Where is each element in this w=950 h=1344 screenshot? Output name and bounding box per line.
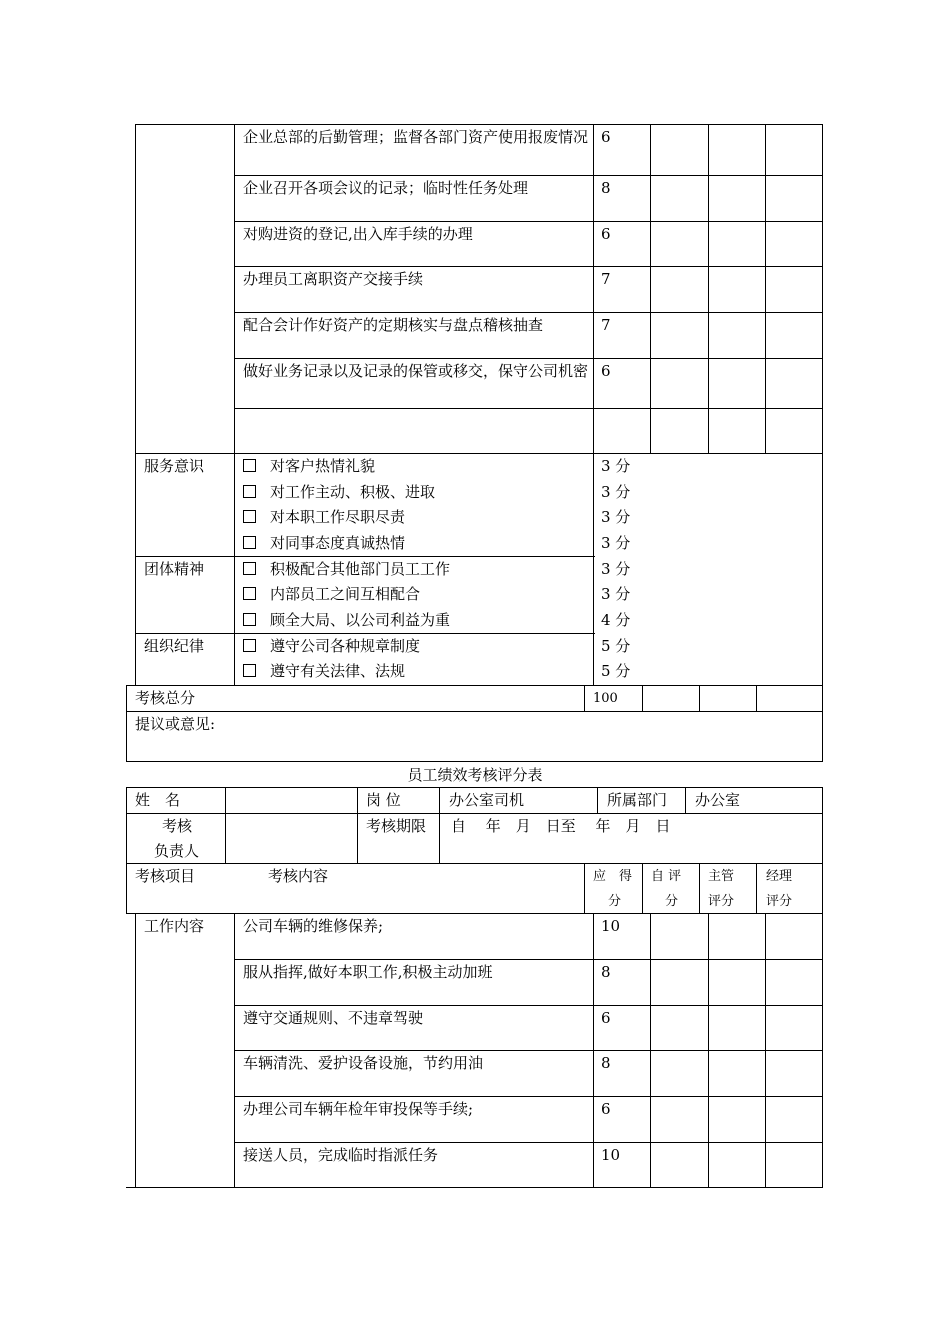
task-text: 做好业务记录以及记录的保管或移交，保守公司机密 bbox=[243, 362, 589, 380]
checkbox[interactable] bbox=[243, 562, 256, 575]
task-score: 7 bbox=[601, 316, 611, 334]
suggestion-label: 提议或意见: bbox=[135, 715, 216, 733]
task-text: 接送人员，完成临时指派任务 bbox=[243, 1146, 439, 1164]
period-value: 自 年 月 日至 年 月 日 bbox=[451, 817, 671, 835]
manager-score-header: 经理 bbox=[766, 869, 793, 884]
should-score-header: 应 得 bbox=[593, 869, 633, 884]
criterion-item: 顾全大局、以公司利益为重 bbox=[243, 608, 450, 633]
task-text: 公司车辆的维修保养; bbox=[243, 917, 384, 935]
criterion-item: 遵守有关法律、法规 bbox=[243, 659, 405, 684]
owner-label: 考核 bbox=[162, 817, 193, 835]
task-text: 配合会计作好资产的定期核实与盘点稽核抽查 bbox=[243, 316, 544, 334]
task-score: 6 bbox=[601, 1009, 611, 1027]
task-text: 服从指挥,做好本职工作,积极主动加班 bbox=[243, 963, 493, 981]
checkbox[interactable] bbox=[243, 510, 256, 523]
category-label: 工作内容 bbox=[144, 917, 205, 935]
total-value: 100 bbox=[593, 691, 618, 706]
name-label: 姓 名 bbox=[135, 791, 181, 809]
checkbox[interactable] bbox=[243, 587, 256, 600]
supervisor-score-header: 评分 bbox=[708, 894, 735, 909]
criterion-item: 积极配合其他部门员工工作 bbox=[243, 557, 450, 582]
dept-value: 办公室 bbox=[695, 791, 741, 809]
task-score: 10 bbox=[601, 1146, 621, 1164]
task-score: 6 bbox=[601, 225, 611, 243]
item-header: 考核项目 bbox=[135, 867, 196, 885]
criterion-score: 3 分 bbox=[601, 534, 631, 552]
task-text: 办理员工离职资产交接手续 bbox=[243, 270, 424, 288]
criterion-score: 3 分 bbox=[601, 483, 631, 501]
task-score: 8 bbox=[601, 963, 611, 981]
self-score-header: 自 评 bbox=[651, 869, 682, 884]
post-label: 岗 位 bbox=[366, 791, 401, 809]
should-score-header: 分 bbox=[608, 894, 622, 909]
checkbox[interactable] bbox=[243, 613, 256, 626]
category-label: 服务意识 bbox=[144, 457, 205, 475]
criterion-item: 内部员工之间互相配合 bbox=[243, 582, 420, 607]
criterion-score: 4 分 bbox=[601, 611, 631, 629]
task-text: 办理公司车辆年检年审投保等手续; bbox=[243, 1100, 474, 1118]
checkbox[interactable] bbox=[243, 459, 256, 472]
criterion-score: 3 分 bbox=[601, 585, 631, 603]
supervisor-score-header: 主管 bbox=[708, 869, 735, 884]
owner-label: 负责人 bbox=[154, 842, 200, 860]
criterion-score: 3 分 bbox=[601, 560, 631, 578]
checkbox[interactable] bbox=[243, 639, 256, 652]
criterion-score: 3 分 bbox=[601, 508, 631, 526]
post-value: 办公室司机 bbox=[449, 791, 525, 809]
task-score: 6 bbox=[601, 1100, 611, 1118]
criterion-item: 遵守公司各种规章制度 bbox=[243, 634, 420, 659]
content-header: 考核内容 bbox=[268, 867, 329, 885]
criterion-item: 对客户热情礼貌 bbox=[243, 454, 375, 479]
task-text: 车辆清洗、爱护设备设施，节约用油 bbox=[243, 1054, 484, 1072]
task-text: 对购进资的登记,出入库手续的办理 bbox=[243, 225, 473, 243]
dept-label: 所属部门 bbox=[607, 791, 668, 809]
task-text: 企业总部的后勤管理；监督各部门资产使用报废情况 bbox=[243, 128, 589, 146]
checkbox[interactable] bbox=[243, 664, 256, 677]
task-text: 企业召开各项会议的记录；临时性任务处理 bbox=[243, 179, 529, 197]
manager-score-header: 评分 bbox=[766, 894, 793, 909]
self-score-header: 分 bbox=[665, 894, 679, 909]
criterion-item: 对工作主动、积极、进取 bbox=[243, 480, 435, 505]
category-label: 团体精神 bbox=[144, 560, 205, 578]
task-text: 遵守交通规则、不违章驾驶 bbox=[243, 1009, 424, 1027]
category-label: 组织纪律 bbox=[144, 637, 205, 655]
criterion-score: 5 分 bbox=[601, 662, 631, 680]
task-score: 6 bbox=[601, 128, 611, 146]
task-score: 7 bbox=[601, 270, 611, 288]
task-score: 8 bbox=[601, 1054, 611, 1072]
criterion-score: 5 分 bbox=[601, 637, 631, 655]
form-title: 员工绩效考核评分表 bbox=[407, 766, 543, 784]
criterion-score: 3 分 bbox=[601, 457, 631, 475]
total-label: 考核总分 bbox=[135, 689, 196, 707]
criterion-item: 对同事态度真诚热情 bbox=[243, 531, 405, 556]
task-score: 8 bbox=[601, 179, 611, 197]
task-score: 10 bbox=[601, 917, 621, 935]
criterion-item: 对本职工作尽职尽责 bbox=[243, 505, 405, 530]
task-score: 6 bbox=[601, 362, 611, 380]
checkbox[interactable] bbox=[243, 485, 256, 498]
period-label: 考核期限 bbox=[366, 817, 427, 835]
checkbox[interactable] bbox=[243, 536, 256, 549]
